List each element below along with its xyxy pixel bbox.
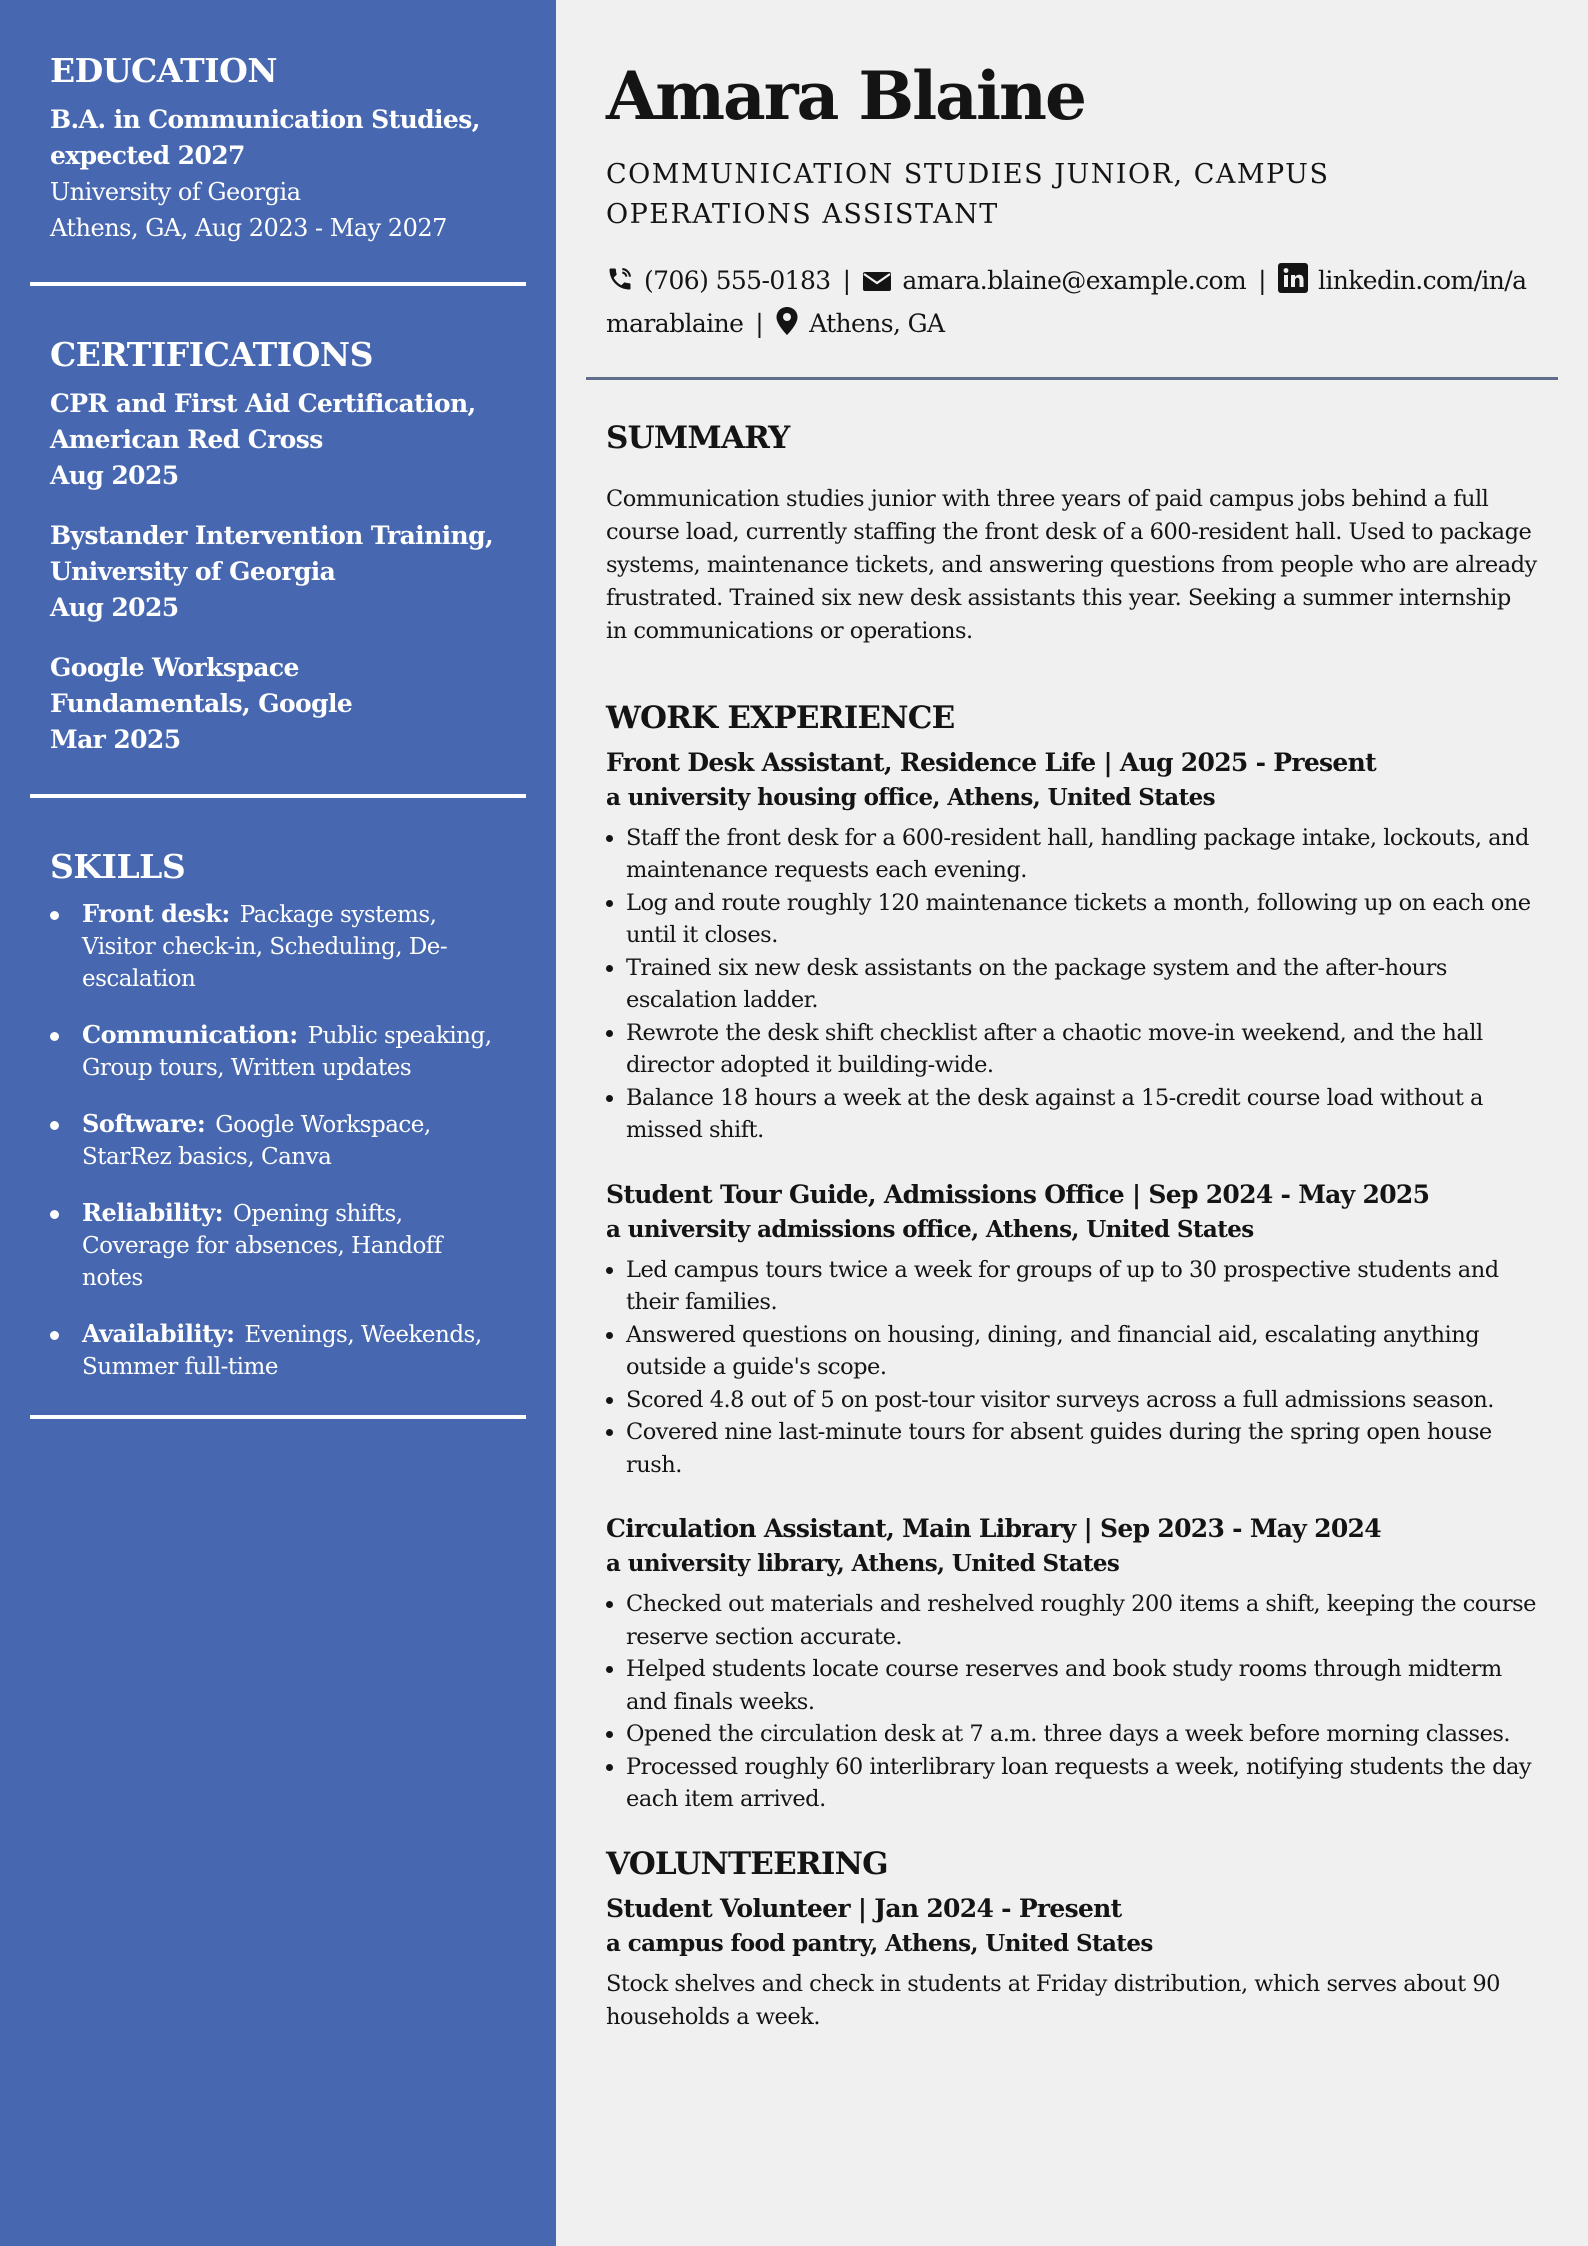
education-degree: B.A. in Communication Studies, expected 2027 <box>50 104 480 170</box>
sidebar-divider <box>30 1415 526 1419</box>
job-bullet: Balance 18 hours a week at the desk against a 15-credit course load without a missed shift. <box>606 1082 1538 1147</box>
certification-item <box>50 386 506 494</box>
location-pin-icon <box>775 306 799 347</box>
certifications-heading: CERTIFICATIONS <box>50 334 373 374</box>
skill-value: Google Workspace, StarRez basics, Canva <box>82 1111 431 1170</box>
sidebar-divider <box>30 282 526 286</box>
certification-name: Google Workspace Fundamentals, Google <box>50 652 353 718</box>
email-link[interactable]: amara.blaine@example.com <box>902 265 1247 295</box>
summary-section <box>606 420 1538 648</box>
skills-list <box>50 898 506 1383</box>
volunteering-heading: VOLUNTEERING <box>606 1845 888 1882</box>
contact-separator: | <box>755 308 764 338</box>
job-entry <box>606 1177 1538 1482</box>
skill-item <box>50 1108 506 1173</box>
volunteer-title: Student Volunteer | Jan 2024 - Present <box>606 1894 1122 1924</box>
education-school: University of Georgia <box>50 177 301 206</box>
job-bullet: Processed roughly 60 interlibrary loan requests a week, notifying students the day each item arrived. <box>606 1751 1538 1816</box>
experience-heading: WORK EXPERIENCE <box>606 699 955 736</box>
certification-date: Aug 2025 <box>50 460 179 490</box>
job-entry <box>606 745 1538 1147</box>
sidebar-divider <box>30 794 526 798</box>
certifications-section <box>30 336 526 794</box>
contact-line <box>606 261 1538 347</box>
job-bullets <box>606 822 1538 1147</box>
phone-text: (706) 555-0183 <box>644 265 831 295</box>
job-bullet: Led campus tours twice a week for groups of up to 30 prospective students and their families. <box>606 1254 1538 1319</box>
email-icon <box>862 265 892 304</box>
volunteer-org: a campus food pantry, Athens, United States <box>606 1930 1153 1958</box>
job-bullet: Scored 4.8 out of 5 on post-tour visitor surveys across a full admissions season. <box>606 1384 1538 1417</box>
job-title: Student Tour Guide, Admissions Office | Sep 2024 - May 2025 <box>606 1179 1430 1209</box>
skill-name: Software: <box>82 1108 206 1138</box>
job-bullet: Opened the circulation desk at 7 a.m. three days a week before morning classes. <box>606 1718 1538 1751</box>
certification-name: Bystander Intervention Training, University of Georgia <box>50 520 494 586</box>
skill-name: Reliability: <box>82 1197 224 1227</box>
skill-name: Communication: <box>82 1019 298 1049</box>
education-location-dates: Athens, GA, Aug 2023 - May 2027 <box>50 213 447 242</box>
job-bullet: Checked out materials and reshelved roughly 200 items a shift, keeping the course reserve section accurate. <box>606 1588 1538 1653</box>
skills-section <box>30 848 526 1415</box>
contact-separator: | <box>1258 265 1266 295</box>
header-divider <box>586 377 1558 380</box>
job-bullet: Covered nine last-minute tours for absent guides during the spring open house rush. <box>606 1416 1538 1481</box>
job-bullet: Staff the front desk for a 600-resident hall, handling package intake, lockouts, and maintenance requests each evening. <box>606 822 1538 887</box>
experience-section <box>606 700 1538 1816</box>
job-bullet: Helped students locate course reserves and book study rooms through midterm and finals weeks. <box>606 1653 1538 1718</box>
skill-name: Availability: <box>82 1318 235 1348</box>
linkedin-icon <box>1278 263 1308 304</box>
certification-date: Mar 2025 <box>50 724 181 754</box>
job-bullets <box>606 1588 1538 1816</box>
education-section <box>30 52 526 282</box>
job-bullets <box>606 1254 1538 1482</box>
job-title: Front Desk Assistant, Residence Life | Aug 2025 - Present <box>606 747 1376 777</box>
job-org: a university housing office, Athens, United States <box>606 783 1216 811</box>
skill-name: Front desk: <box>82 898 230 928</box>
candidate-name: Amara Blaine <box>606 57 1085 135</box>
volunteering-section <box>606 1846 1538 2034</box>
main-content <box>556 0 1588 2246</box>
skill-value: Public speaking, Group tours, Written updates <box>82 1022 492 1081</box>
sidebar <box>0 0 556 2246</box>
summary-text: Communication studies junior with three years of paid campus jobs behind a full course load, currently staffing the front desk of a 600-resident hall. Used to package systems, maintenance tickets, and answering questions from people who are already frustrated. Trained six new desk assistants this year. Seeking a summer internship in communications or operations. <box>606 485 1537 644</box>
education-heading: EDUCATION <box>50 51 278 90</box>
job-entry <box>606 1511 1538 1816</box>
certification-item <box>50 650 506 758</box>
job-bullet: Rewrote the desk shift checklist after a chaotic move-in weekend, and the hall director adopted it building-wide. <box>606 1017 1538 1082</box>
contact-separator: | <box>842 265 851 295</box>
job-org: a university admissions office, Athens, United States <box>606 1215 1254 1243</box>
summary-heading: SUMMARY <box>606 419 790 456</box>
skill-item <box>50 898 506 995</box>
job-title: Circulation Assistant, Main Library | Sep 2023 - May 2024 <box>606 1514 1381 1544</box>
skill-value: Opening shifts, Coverage for absences, Handoff notes <box>82 1200 442 1291</box>
skill-item <box>50 1019 506 1084</box>
certification-date: Aug 2025 <box>50 592 179 622</box>
skill-item <box>50 1318 506 1383</box>
job-bullet: Trained six new desk assistants on the package system and the after-hours escalation ladder. <box>606 952 1538 1017</box>
job-bullet: Log and route roughly 120 maintenance tickets a month, following up on each one until it closes. <box>606 887 1538 952</box>
certification-name: CPR and First Aid Certification, American Red Cross <box>50 388 476 454</box>
phone-icon <box>606 265 634 304</box>
linkedin-link[interactable]: linkedin.com/in/amarablaine <box>606 265 1527 338</box>
job-org: a university library, Athens, United States <box>606 1550 1120 1578</box>
volunteer-text: Stock shelves and check in students at Friday distribution, which serves about 90 households a week. <box>606 1971 1500 2031</box>
headline: COMMUNICATION STUDIES JUNIOR, CAMPUS OPERATIONS ASSISTANT <box>606 158 1330 230</box>
certification-item <box>50 518 506 626</box>
skill-item <box>50 1197 506 1294</box>
location-text: Athens, GA <box>809 308 945 338</box>
skill-value: Evenings, Weekends, Summer full-time <box>82 1321 482 1380</box>
skill-value: Package systems, Visitor check-in, Scheduling, De-escalation <box>82 901 448 992</box>
skills-heading: SKILLS <box>50 846 186 886</box>
job-bullet: Answered questions on housing, dining, and financial aid, escalating anything outside a guide's scope. <box>606 1319 1538 1384</box>
